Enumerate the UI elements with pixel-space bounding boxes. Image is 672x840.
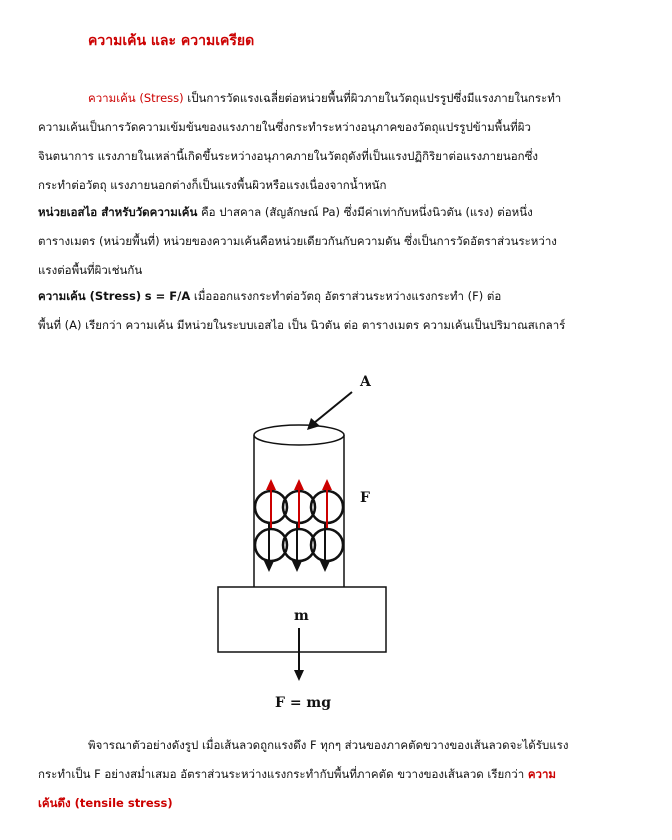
intro-line-1-text: เป็นการวัดแรงเฉลี่ยต่อหน่วยพื้นที่ผิวภายในวัตถุแปรรูปซึ่งมีแรงภายในกระทำ — [183, 91, 562, 105]
example-line-1: พิจารณาตัวอย่างดังรูป เมื่อเส้นลวดถูกแรงดึง F ทุกๆ ส่วนของภาคตัดขวางของเส้นลวดจะได้รับแรง — [88, 738, 569, 752]
up-arrow — [322, 479, 332, 528]
example-line-2-text: กระทำเป็น F อย่างสม่ำเสมอ อัตราส่วนระหว่างแรงกระทำกับพื้นที่ภาคตัด ขวางของเส้นลวด เรียกว่า — [38, 767, 528, 781]
label-force: F — [360, 490, 370, 506]
tensile-stress-term-part1: ความ — [527, 767, 557, 781]
example-line-2 — [38, 760, 638, 789]
page-title: ความเค้น และ ความเครียด — [88, 33, 255, 49]
internal-force-up-arrows — [266, 479, 332, 528]
intro-line-3: จินตนาการ แรงภายในเหล่านี้เกิดขึ้นระหว่างอนุภาคภายในวัตถุดังที่เป็นแรงปฏิกิริยาต่อแรงภายนอกซึ่ง — [38, 149, 538, 163]
stress-term: ความเค้น (Stress) — [88, 91, 184, 105]
up-arrow — [294, 479, 304, 528]
si-unit-heading: หน่วยเอสไอ สำหรับวัดความเค้น — [38, 205, 198, 219]
definition-line-1-text: เมื่อออกแรงกระทำต่อวัตถุ อัตราส่วนระหว่างแรงกระทำ (F) ต่อ — [190, 289, 502, 303]
example-paragraph — [38, 731, 638, 818]
label-area: A — [360, 374, 371, 390]
stress-formula: s = F/A — [144, 289, 191, 303]
definition-line-2: พื้นที่ (A) เรียกว่า ความเค้น มีหน่วยในระบบเอสไอ เป็น นิวตัน ต่อ ตารางเมตร ความเค้นเป็นปริมาณสเกลาร์ — [38, 318, 566, 332]
up-arrow — [266, 479, 276, 528]
intro-line-2: ความเค้นเป็นการวัดความเข้มข้นของแรงภายในซึ่งกระทำระหว่างอนุภาคของวัตถุแปรรูปข้ามพื้นที่ผิว — [38, 120, 531, 134]
definition-term: ความเค้น (Stress) — [38, 289, 142, 303]
si-line-3: แรงต่อพื้นที่ผิวเช่นกัน — [38, 263, 143, 277]
si-line-1-text: คือ ปาสคาล (สัญลักษณ์ Pa) ซึ่งมีค่าเท่ากับหนึ่งนิวตัน (แรง) ต่อหนึ่ง — [197, 205, 533, 219]
intro-line-4: กระทำต่อวัตถุ แรงภายนอกต่างก็เป็นแรงพื้นผิวหรือแรงเนื่องจากน้ำหนัก — [38, 178, 387, 192]
si-line-2: ตารางเมตร (หน่วยพื้นที่) หน่วยของความเค้นคือหน่วยเดียวกันกับความดัน ซึ่งเป็นการวัดอัตราส่วนระหว่าง — [38, 234, 557, 248]
tensile-stress-term-part2: เค้นดึง (tensile stress) — [38, 796, 173, 810]
label-mass: m — [294, 608, 309, 624]
area-pointer-arrow — [307, 392, 352, 430]
label-weight: F = mg — [275, 695, 332, 711]
cylinder-top-ellipse — [254, 425, 344, 445]
